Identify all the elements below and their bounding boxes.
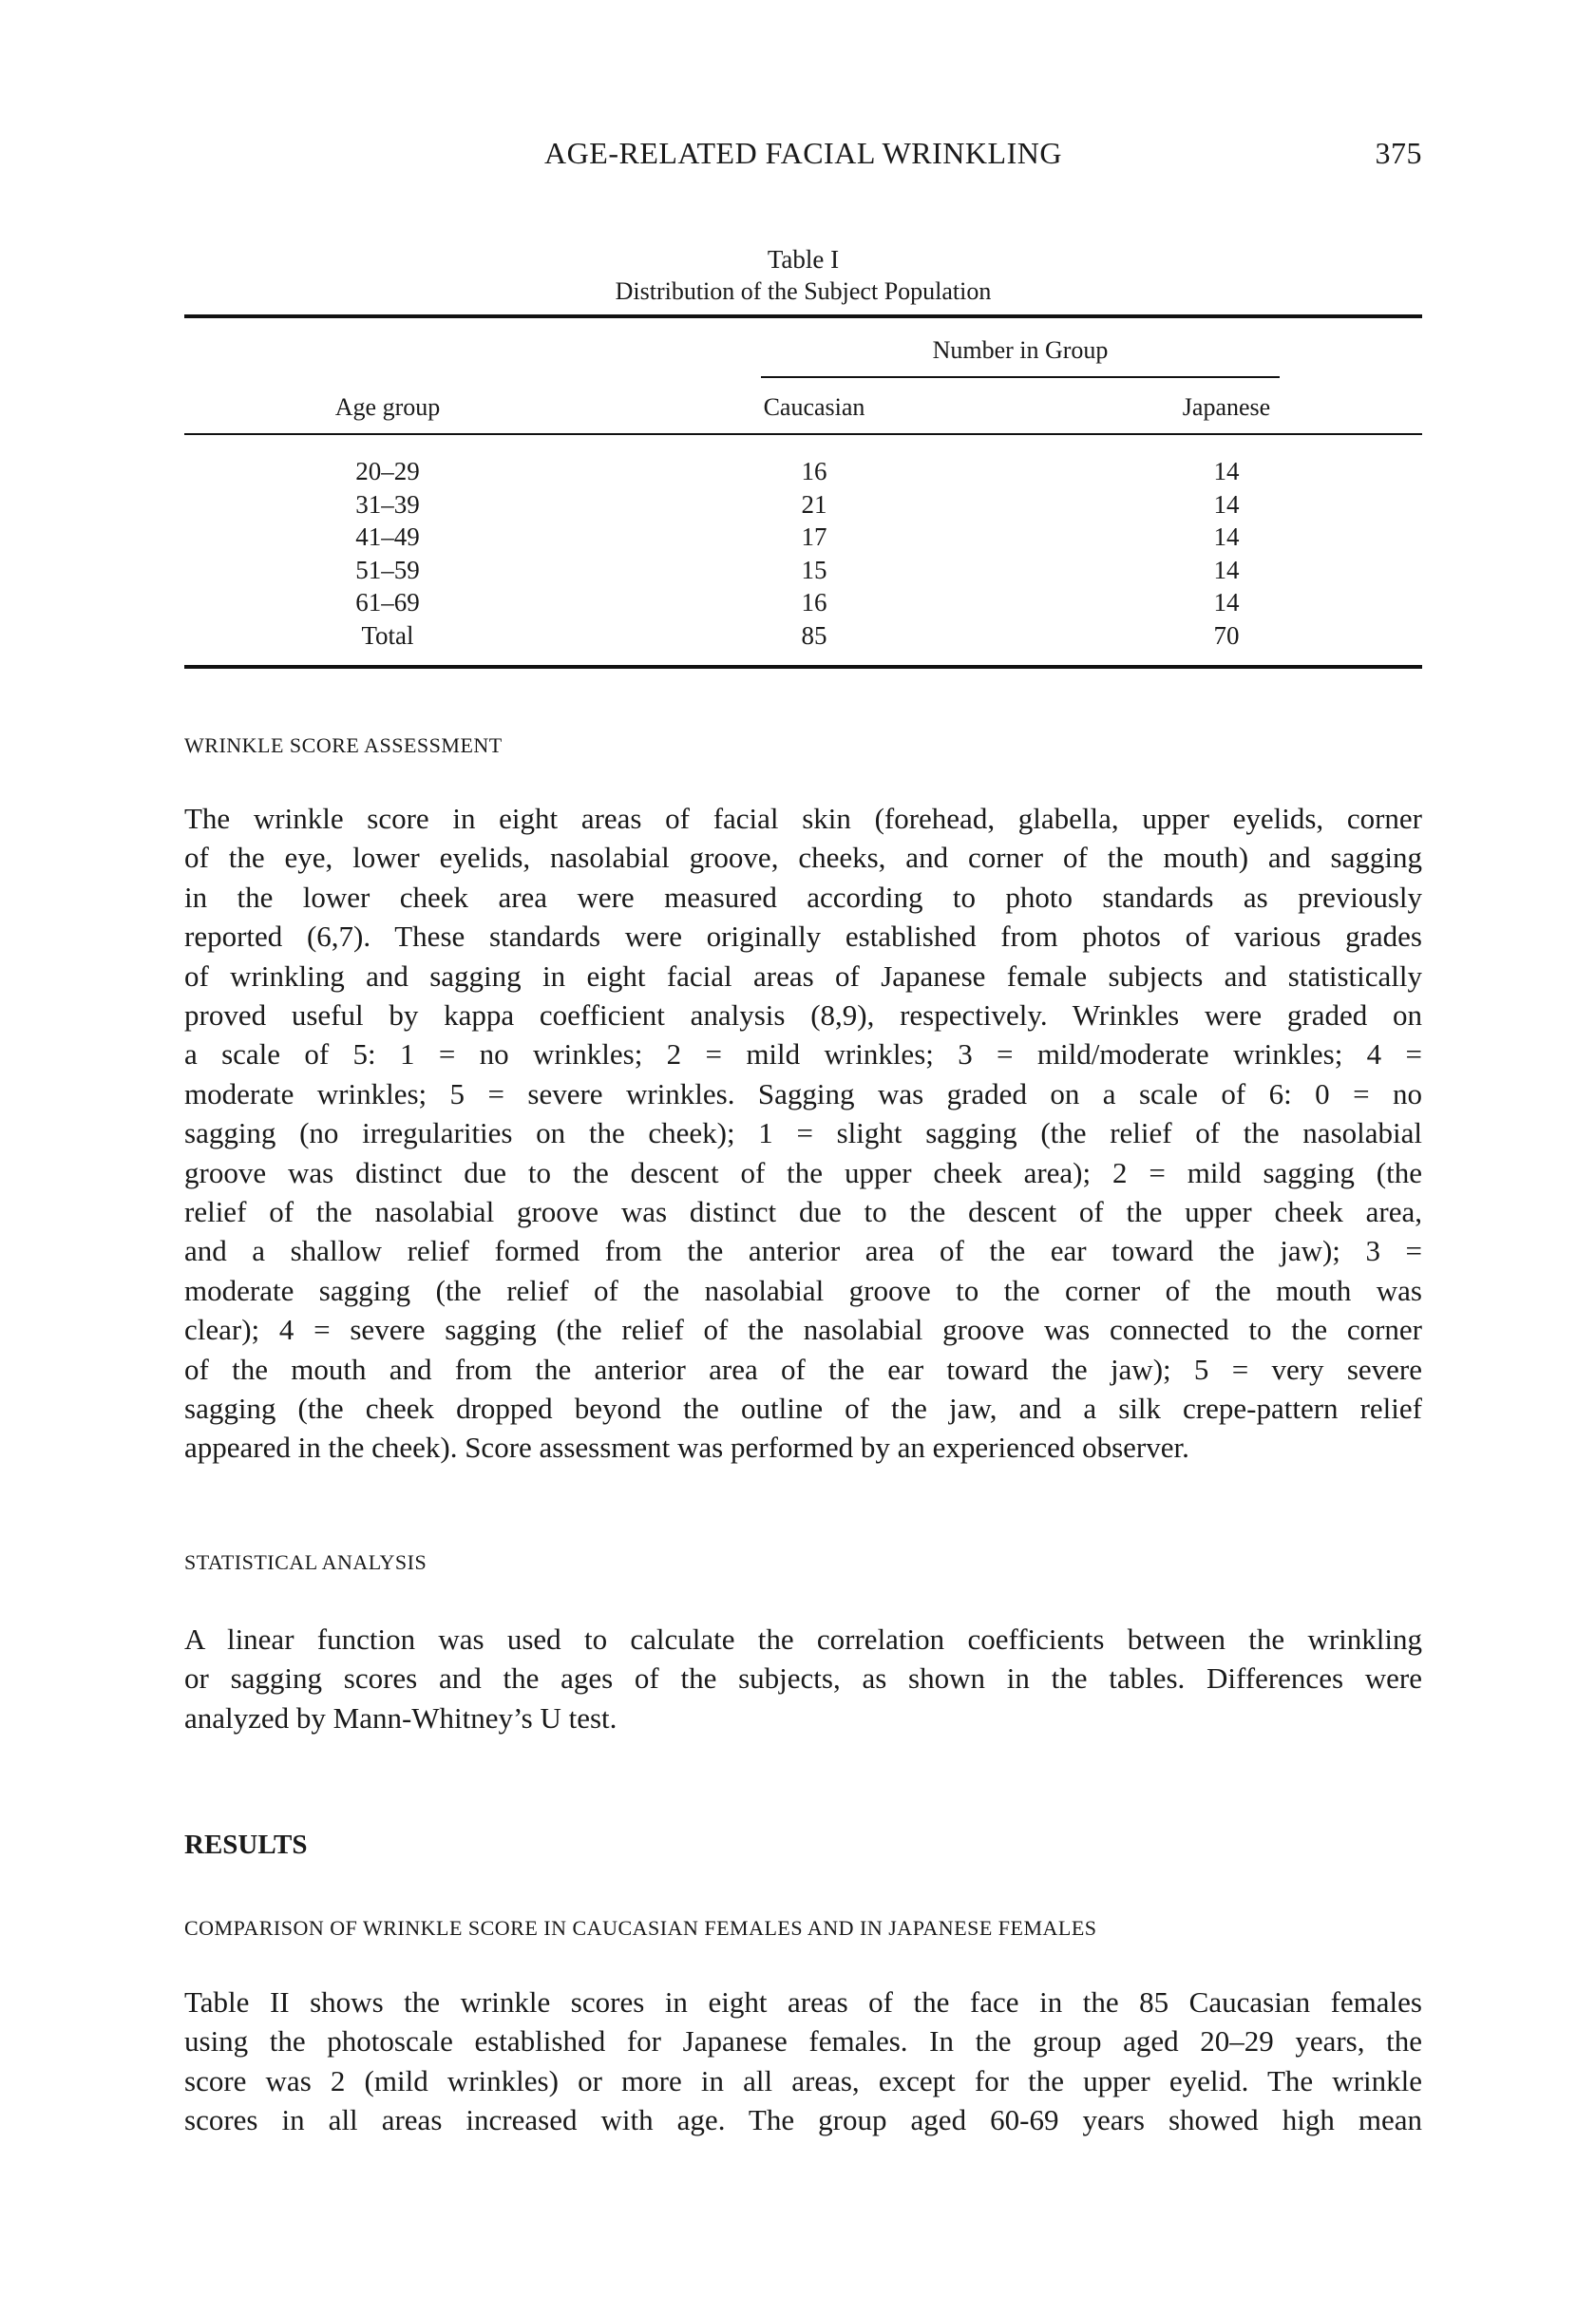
text-line: appeared in the cheek). Score assessment was performed by an experienced observer. — [184, 1431, 1189, 1465]
column-header-caucasian: Caucasian — [763, 393, 865, 421]
table-cell-age-group: 20–29 — [355, 457, 420, 485]
table-cell-caucasian: 85 — [801, 621, 827, 650]
table-subtitle: Distribution of the Subject Population — [615, 277, 992, 305]
table-cell-caucasian: 21 — [801, 489, 827, 519]
text-line: proved useful by kappa coefficient analysis (8,9), respectively. Wrinkles were graded on — [184, 998, 1422, 1032]
table-cell-japanese: 14 — [1213, 555, 1240, 584]
table-cell-age-group: 51–59 — [355, 555, 420, 584]
page-number: 375 — [1375, 136, 1422, 170]
table-header-rule — [184, 433, 1422, 435]
text-line: or sagging scores and the ages of the subjects, as shown in the tables. Differences were — [184, 1661, 1422, 1696]
text-line: groove was distinct due to the descent of the upper cheek area); 2 = mild sagging (the — [184, 1155, 1422, 1189]
section-heading-wrinkle-score: WRINKLE SCORE ASSESSMENT — [184, 733, 503, 757]
table-cell-age-group: 41–49 — [355, 522, 420, 552]
table-cell-caucasian: 16 — [801, 588, 827, 617]
text-line: a scale of 5: 1 = no wrinkles; 2 = mild wrinkles; 3 = mild/moderate wrinkles; 4 = — [184, 1037, 1422, 1072]
text-line: The wrinkle score in eight areas of facial skin (forehead, glabella, upper eyelids, corner — [184, 802, 1422, 835]
table-cell-age-group: Total — [361, 621, 414, 650]
table-cell-japanese: 14 — [1213, 588, 1240, 617]
table-top-rule — [184, 314, 1422, 318]
text-line: Table II shows the wrinkle scores in eight areas of the face in the 85 Caucasian females — [184, 1985, 1422, 2019]
text-line: score was 2 (mild wrinkles) or more in all areas, except for the upper eyelid. The wrinkle — [184, 2063, 1422, 2097]
table-cell-japanese: 14 — [1213, 457, 1240, 485]
column-header-japanese: Japanese — [1182, 393, 1271, 421]
table-cell-japanese: 70 — [1213, 621, 1240, 650]
text-line: analyzed by Mann-Whitney’s U test. — [184, 1700, 618, 1735]
table-spanner-header: Number in Group — [932, 336, 1109, 364]
section-heading-statistical-analysis: STATISTICAL ANALYSIS — [184, 1550, 428, 1574]
text-line: reported (6,7). These standards were originally established from photos of various grades — [184, 920, 1422, 954]
text-line: moderate sagging (the relief of the nasolabial groove to the corner of the mouth was — [184, 1273, 1422, 1307]
column-header-age-group: Age group — [334, 393, 441, 421]
text-line: scores in all areas increased with age. The group aged 60-69 years showed high mean — [184, 2103, 1422, 2137]
text-line: sagging (the cheek dropped beyond the outline of the jaw, and a silk crepe-pattern relief — [184, 1392, 1422, 1425]
table-cell-japanese: 14 — [1213, 489, 1240, 519]
text-line: A linear function was used to calculate the correlation coefficients between the wrinkling — [184, 1622, 1422, 1656]
text-line: in the lower cheek area were measured according to photo standards as previously — [184, 880, 1422, 914]
table-cell-age-group: 31–39 — [355, 489, 420, 519]
table-cell-caucasian: 16 — [801, 457, 827, 485]
text-line: of the eye, lower eyelids, nasolabial groove, cheeks, and corner of the mouth) and sagging — [184, 841, 1422, 875]
table-bottom-rule — [184, 665, 1422, 669]
table-cell-caucasian: 15 — [801, 555, 827, 584]
section-heading-results: RESULTS — [184, 1830, 308, 1860]
table-cell-age-group: 61–69 — [355, 588, 420, 617]
text-line: clear); 4 = severe sagging (the relief of the nasolabial groove was connected to the corner — [184, 1313, 1422, 1347]
text-line: of the mouth and from the anterior area of the ear toward the jaw); 5 = very severe — [184, 1352, 1422, 1386]
subsection-heading-comparison: COMPARISON OF WRINKLE SCORE IN CAUCASIAN FEMALES AND IN JAPANESE FEMALES — [184, 1916, 1097, 1940]
text-line: moderate wrinkles; 5 = severe wrinkles. Sagging was graded on a scale of 6: 0 = no — [184, 1076, 1422, 1110]
text-line: and a shallow relief formed from the anterior area of the ear toward the jaw); 3 = — [184, 1234, 1422, 1268]
table-cell-japanese: 14 — [1213, 522, 1240, 552]
table-spanner-rule — [761, 376, 1280, 378]
table-caption: Table I — [767, 245, 840, 274]
text-line: of wrinkling and sagging in eight facial areas of Japanese female subjects and statistically — [184, 958, 1422, 993]
table-cell-caucasian: 17 — [801, 522, 827, 552]
text-line: using the photoscale established for Japanese females. In the group aged 20–29 years, the — [184, 2024, 1422, 2059]
text-line: sagging (no irregularities on the cheek); 1 = slight sagging (the relief of the nasolabial — [184, 1116, 1422, 1150]
running-title: AGE-RELATED FACIAL WRINKLING — [544, 136, 1062, 170]
text-line: relief of the nasolabial groove was distinct due to the descent of the upper cheek area, — [184, 1195, 1422, 1228]
